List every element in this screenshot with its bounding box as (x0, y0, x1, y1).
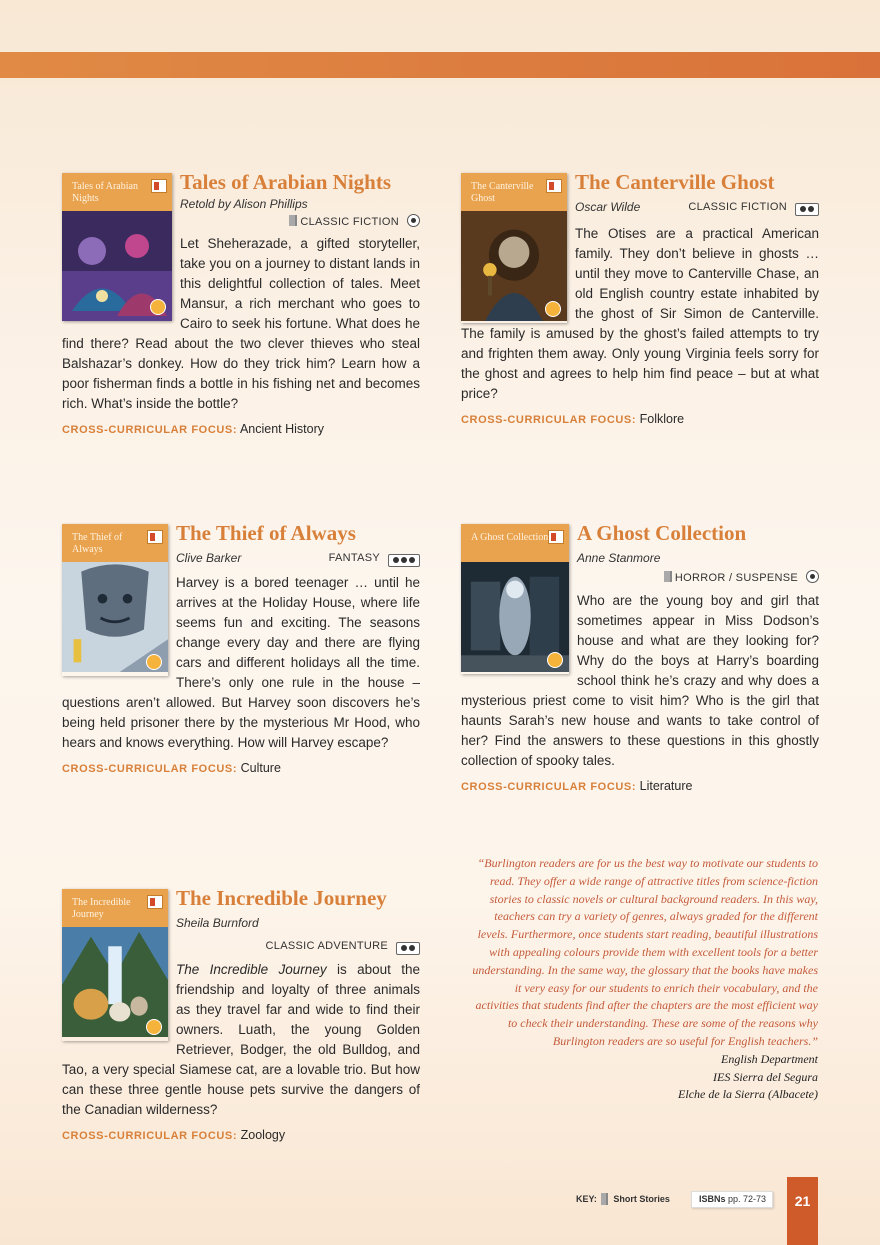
short-stories-icon (601, 1193, 608, 1205)
cross-curricular-focus (62, 761, 420, 775)
level-two-icon (396, 942, 420, 955)
focus-value: Folklore (639, 412, 685, 426)
footer-key (576, 1193, 670, 1205)
level-two-icon (795, 203, 819, 216)
publisher-seal (150, 299, 166, 315)
genre-label: CLASSIC FICTION (688, 201, 787, 213)
book-title: The Incredible Journey (176, 886, 387, 910)
book-entry-thief-of-always (62, 521, 420, 775)
genre-label: CLASSIC ADVENTURE (265, 940, 388, 952)
book-cover (62, 173, 172, 321)
focus-value: Literature (639, 779, 693, 793)
isbn-label: ISBNs (699, 1194, 726, 1204)
publisher-badge (548, 530, 564, 544)
quote-signature-location: Elche de la Sierra (Albacete) (678, 1087, 818, 1102)
book-entry-ghost-collection (461, 521, 819, 793)
book-cover (62, 889, 168, 1041)
book-title: Tales of Arabian Nights (180, 170, 392, 194)
publisher-badge (147, 530, 163, 544)
key-item: Short Stories (613, 1194, 670, 1204)
focus-label: CROSS-CURRICULAR FOCUS: (461, 781, 637, 793)
focus-label: CROSS-CURRICULAR FOCUS: (62, 1130, 238, 1142)
publisher-badge (151, 179, 167, 193)
focus-value: Ancient History (239, 422, 324, 436)
book-cover (62, 524, 168, 676)
page-number: 21 (787, 1177, 818, 1245)
key-label: KEY: (576, 1194, 597, 1204)
isbn-pages: pp. 72-73 (725, 1194, 767, 1204)
book-author: Retold by Alison Phillips (180, 197, 308, 211)
book-description: Who are the young boy and girl that sometimes appear in Miss Dodson’s house and what are they looking for? Why do the boys at Harry’s boarding school think he’s crazy and why does a mysterious priest come to visit him? Who is the girl that haunts Sarah’s new house and wants to take control of her? Find the answers to these questions in this ghostly collection of spooky tales. (461, 593, 819, 768)
cover-title: A Ghost Collection (471, 532, 549, 543)
publisher-seal (146, 654, 162, 670)
book-cover (461, 173, 567, 323)
quote-text: “Burlington readers are for us the best way to motivate our students to read. They offer a wide range of attractive titles from science-fiction stories to classic novels or cultural background readers. In this way, teachers can try a variety of genres, always graded for the different levels. Furthermore, once students start reading, beautiful illustrations with appealing colours provide them with excellent tools for a better understanding. In the same way, the glossary that the books have makes it very easy for our students to enrich their vocabulary, and the activities that students find after the chapters are the most efficient way to check their understanding. These are some of the reasons why Burlington readers are so useful for English teachers.” (472, 856, 818, 1048)
cover-title: The Incredible Journey (72, 897, 131, 920)
header-band (0, 52, 880, 78)
book-entry-incredible-journey (62, 886, 420, 1142)
inline-book-title: The Incredible Journey (176, 962, 327, 977)
publisher-badge (147, 895, 163, 909)
cross-curricular-focus (461, 412, 819, 426)
publisher-badge (546, 179, 562, 193)
book-entry-arabian-nights (62, 170, 420, 436)
book-description: Harvey is a bored teenager … until he arrives at the Holiday House, where life seems fun and exciting. The seasons change every day and there are flying cars and different holidays all the time. There’s only one rule in the house – questions aren’t allowed. But Harvey soon discovers he’s being held prisoner there by the mysterious Mr Hood, who hears and knows everything. How will Harvey escape? (62, 575, 420, 750)
genre-label: HORROR / SUSPENSE (674, 572, 798, 584)
book-author: Sheila Burnford (176, 916, 259, 930)
publisher-seal (545, 301, 561, 317)
cross-curricular-focus (62, 1128, 420, 1142)
testimonial-quote (470, 855, 818, 1104)
short-stories-icon (664, 571, 672, 582)
book-cover (461, 524, 569, 674)
genre-label: FANTASY (328, 552, 380, 564)
book-entry-canterville-ghost (461, 170, 819, 426)
cross-curricular-focus (62, 422, 420, 436)
book-author: Anne Stanmore (577, 551, 661, 565)
level-one-icon (407, 214, 420, 227)
book-title: The Canterville Ghost (575, 170, 775, 194)
cover-title: The Canterville Ghost (471, 181, 534, 204)
isbn-reference (691, 1191, 773, 1208)
focus-label: CROSS-CURRICULAR FOCUS: (461, 414, 637, 426)
book-author: Oscar Wilde (575, 200, 641, 214)
book-title: A Ghost Collection (577, 521, 747, 545)
focus-value: Zoology (240, 1128, 286, 1142)
short-stories-icon (289, 215, 297, 226)
publisher-seal (547, 652, 563, 668)
quote-signature-department: English Department (721, 1051, 818, 1066)
cross-curricular-focus (461, 779, 819, 793)
focus-value: Culture (240, 761, 281, 775)
cover-title: The Thief of Always (72, 532, 123, 555)
focus-label: CROSS-CURRICULAR FOCUS: (62, 424, 238, 436)
description-text: is about the friendship and loyalty of three animals as they travel far and wide to find their owners. Luath, the young Golden Retriever, Bodger, the old Bulldog, and Tao, a very special Siamese cat, are a lovable trio. But how can these three gentle house pets survive the dangers of the Canadian wilderness? (62, 962, 420, 1117)
cover-title: Tales of Arabian Nights (72, 181, 138, 204)
book-title: The Thief of Always (176, 521, 356, 545)
book-author: Clive Barker (176, 551, 242, 565)
quote-signature-school: IES Sierra del Segura (713, 1069, 818, 1084)
book-description: Let Sheherazade, a gifted storyteller, take you on a journey to distant lands in this delightful collection of tales. Meet Mansur, a rich merchant who goes to Cairo to seek his fortune. What does he find there? Read about the two clever thieves who steal Balshazar’s donkey. How do they trick him? Learn how a poor fisherman finds a bottle in his fishing net and becomes rich. What’s inside the bottle? (62, 236, 420, 411)
genre-label: CLASSIC FICTION (300, 216, 399, 228)
level-three-icon (388, 554, 420, 567)
publisher-seal (146, 1019, 162, 1035)
book-description: The Otises are a practical American family. They don’t believe in ghosts … until they move to Canterville Chase, an old English country estate inhabited by the ghost of Sir Simon de Canterville. The family is amused by the ghost’s failed attempts to try and frighten them away. Only young Virginia feels sorry for the ghost and agrees to help him find peace – but at what price? (461, 226, 819, 401)
level-one-icon (806, 570, 819, 583)
focus-label: CROSS-CURRICULAR FOCUS: (62, 763, 238, 775)
